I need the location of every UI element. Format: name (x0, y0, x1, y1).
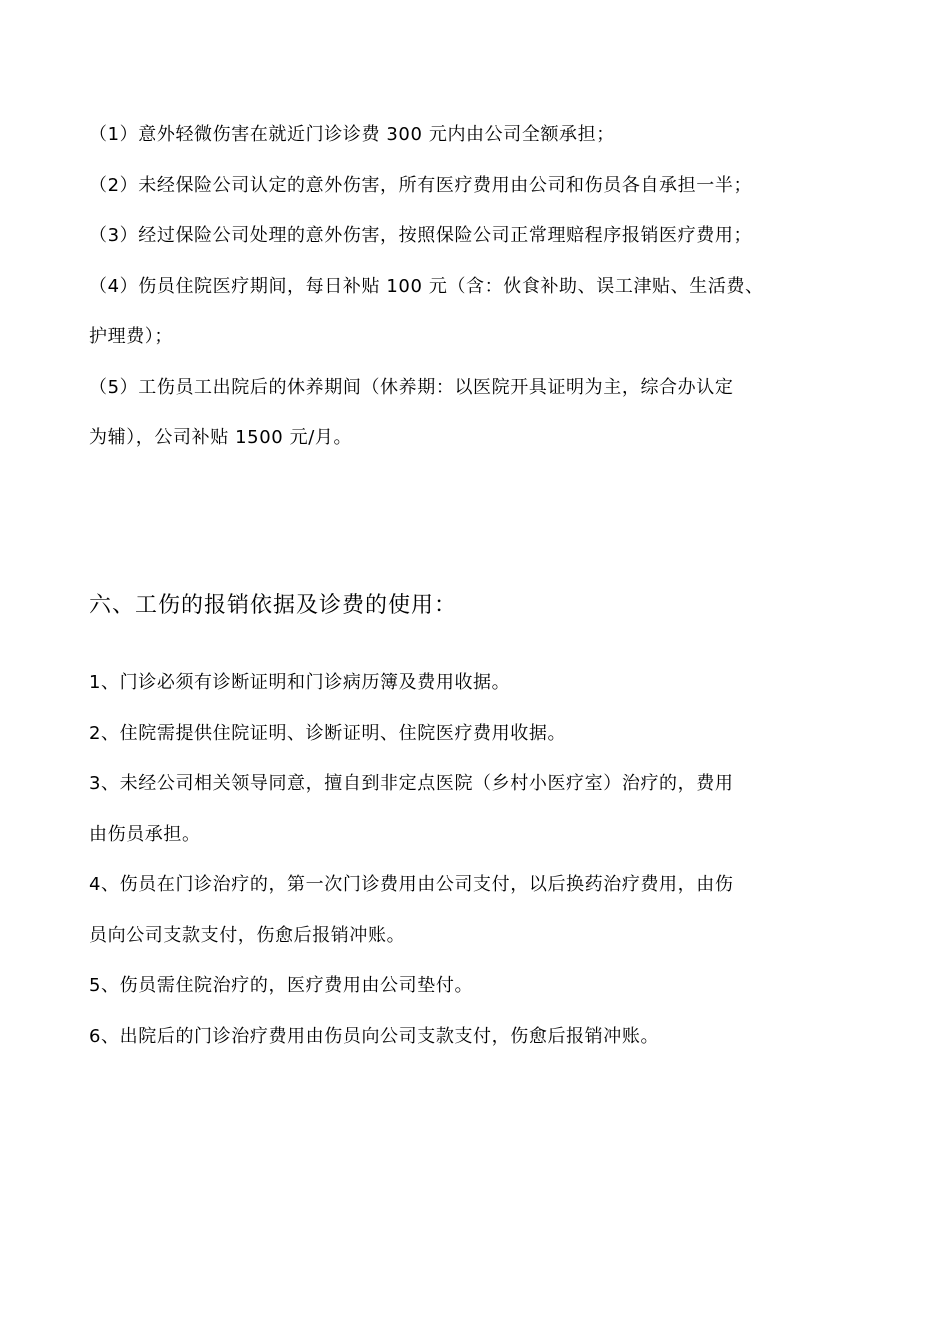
reimbursement-line-3-continued: 由伤员承担。 (89, 823, 201, 845)
reimbursement-line-5: 5、伤员需住院治疗的，医疗费用由公司垫付。 (89, 975, 474, 996)
reimbursement-line-3: 3、未经公司相关领导同意，擅自到非定点医院（乡村小医疗室）治疗的，费用 (89, 773, 734, 794)
reimbursement-rules-list (89, 658, 879, 1062)
reimbursement-line-6: 6、出院后的门诊治疗费用由伤员向公司支款支付，伤愈后报销冲账。 (89, 1025, 660, 1047)
rule-line-4-continued: 护理费）； (89, 326, 173, 347)
rule-line-5: （5）工伤员工出院后的休养期间（休养期：以医院开具证明为主，综合办认定 (89, 376, 734, 398)
reimbursement-line-1: 1、门诊必须有诊断证明和门诊病历簿及费用收据。 (89, 672, 511, 693)
rule-line-3: （3）经过保险公司处理的意外伤害，按照保险公司正常理赔程序报销医疗费用； (89, 225, 753, 246)
rule-line-1: （1）意外轻微伤害在就近门诊诊费 300 元内由公司全额承担； (89, 124, 615, 145)
rule-line-5-continued: 为辅），公司补贴 1500 元/月。 (89, 427, 353, 448)
rule-line-2: （2）未经保险公司认定的意外伤害，所有医疗费用由公司和伤员各自承担一半； (89, 174, 753, 196)
reimbursement-line-2: 2、住院需提供住院证明、诊断证明、住院医疗费用收据。 (89, 722, 567, 744)
section-heading: 六、工伤的报销依据及诊费的使用： (89, 593, 458, 618)
compensation-rules-list (89, 110, 879, 464)
reimbursement-line-4-continued: 员向公司支款支付，伤愈后报销冲账。 (89, 924, 406, 946)
reimbursement-line-4: 4、伤员在门诊治疗的，第一次门诊费用由公司支付，以后换药治疗费用，由伤 (89, 874, 734, 895)
rule-line-4: （4）伤员住院医疗期间，每日补贴 100 元（含：伙食补助、误工津贴、生活费、 (89, 275, 764, 297)
